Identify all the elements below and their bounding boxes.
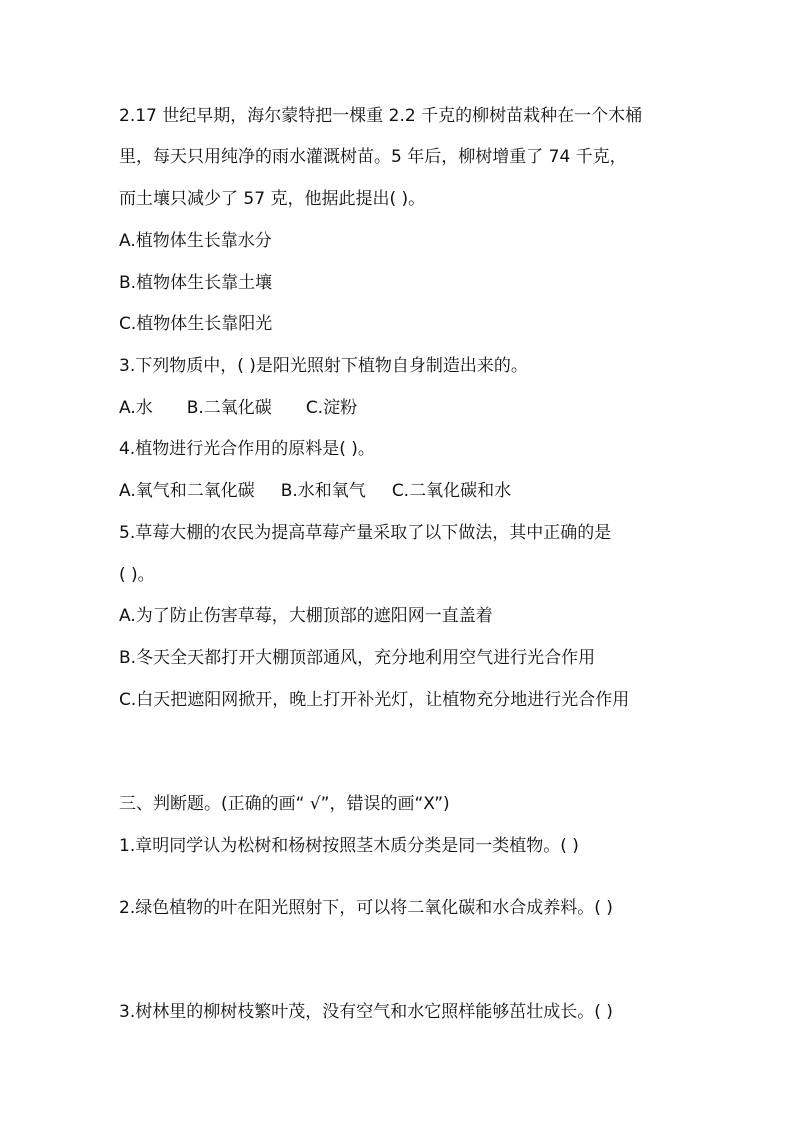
q3-option-b: B.二氧化碳: [186, 398, 272, 418]
q3-stem: 3.下列物质中，( )是阳光照射下植物自身制造出来的。: [119, 356, 528, 376]
tf-item-2: 2.绿色植物的叶在阳光照射下，可以将二氧化碳和水合成养料。( ): [119, 898, 613, 918]
q2-option-a: A.植物体生长靠水分: [119, 231, 272, 251]
q4-option-a: A.氧气和二氧化碳: [119, 481, 255, 501]
q2-stem-line-3: 而土壤只减少了 57 克，他据此提出( )。: [119, 189, 426, 209]
q4-option-c: C.二氧化碳和水: [391, 481, 512, 501]
q2-option-b: B.植物体生长靠土壤: [119, 273, 273, 293]
q4-options: [119, 480, 511, 502]
q4-option-b: B.水和氧气: [280, 481, 366, 501]
tf-item-3: 3.树林里的柳树枝繁叶茂，没有空气和水它照样能够茁壮成长。( ): [119, 1002, 613, 1022]
q2-stem-line-1: 2.17 世纪早期，海尔蒙特把一棵重 2.2 千克的柳树苗栽种在一个木桶: [119, 106, 643, 126]
tf-section-heading: 三、判断题。(正确的画“ √”，错误的画“X”): [119, 794, 450, 814]
tf-item-1: 1.章明同学认为松树和杨树按照茎木质分类是同一类植物。( ): [119, 836, 579, 856]
q5-stem-line-1: 5.草莓大棚的农民为提高草莓产量采取了以下做法，其中正确的是: [119, 523, 612, 543]
q3-option-c: C.淀粉: [305, 398, 358, 418]
q3-options: [119, 397, 357, 419]
q3-option-a: A.水: [119, 398, 153, 418]
q5-option-a: A.为了防止伤害草莓，大棚顶部的遮阳网一直盖着: [119, 606, 493, 626]
q2-stem-line-2: 里，每天只用纯净的雨水灌溉树苗。5 年后，柳树增重了 74 千克，: [119, 147, 627, 167]
q2-option-c: C.植物体生长靠阳光: [119, 314, 273, 334]
q5-option-c: C.白天把遮阳网掀开，晚上打开补光灯，让植物充分地进行光合作用: [119, 690, 630, 710]
q5-stem-line-2: ( )。: [119, 565, 155, 585]
q4-stem: 4.植物进行光合作用的原料是( )。: [119, 439, 375, 459]
q5-option-b: B.冬天全天都打开大棚顶部通风，充分地利用空气进行光合作用: [119, 648, 596, 668]
